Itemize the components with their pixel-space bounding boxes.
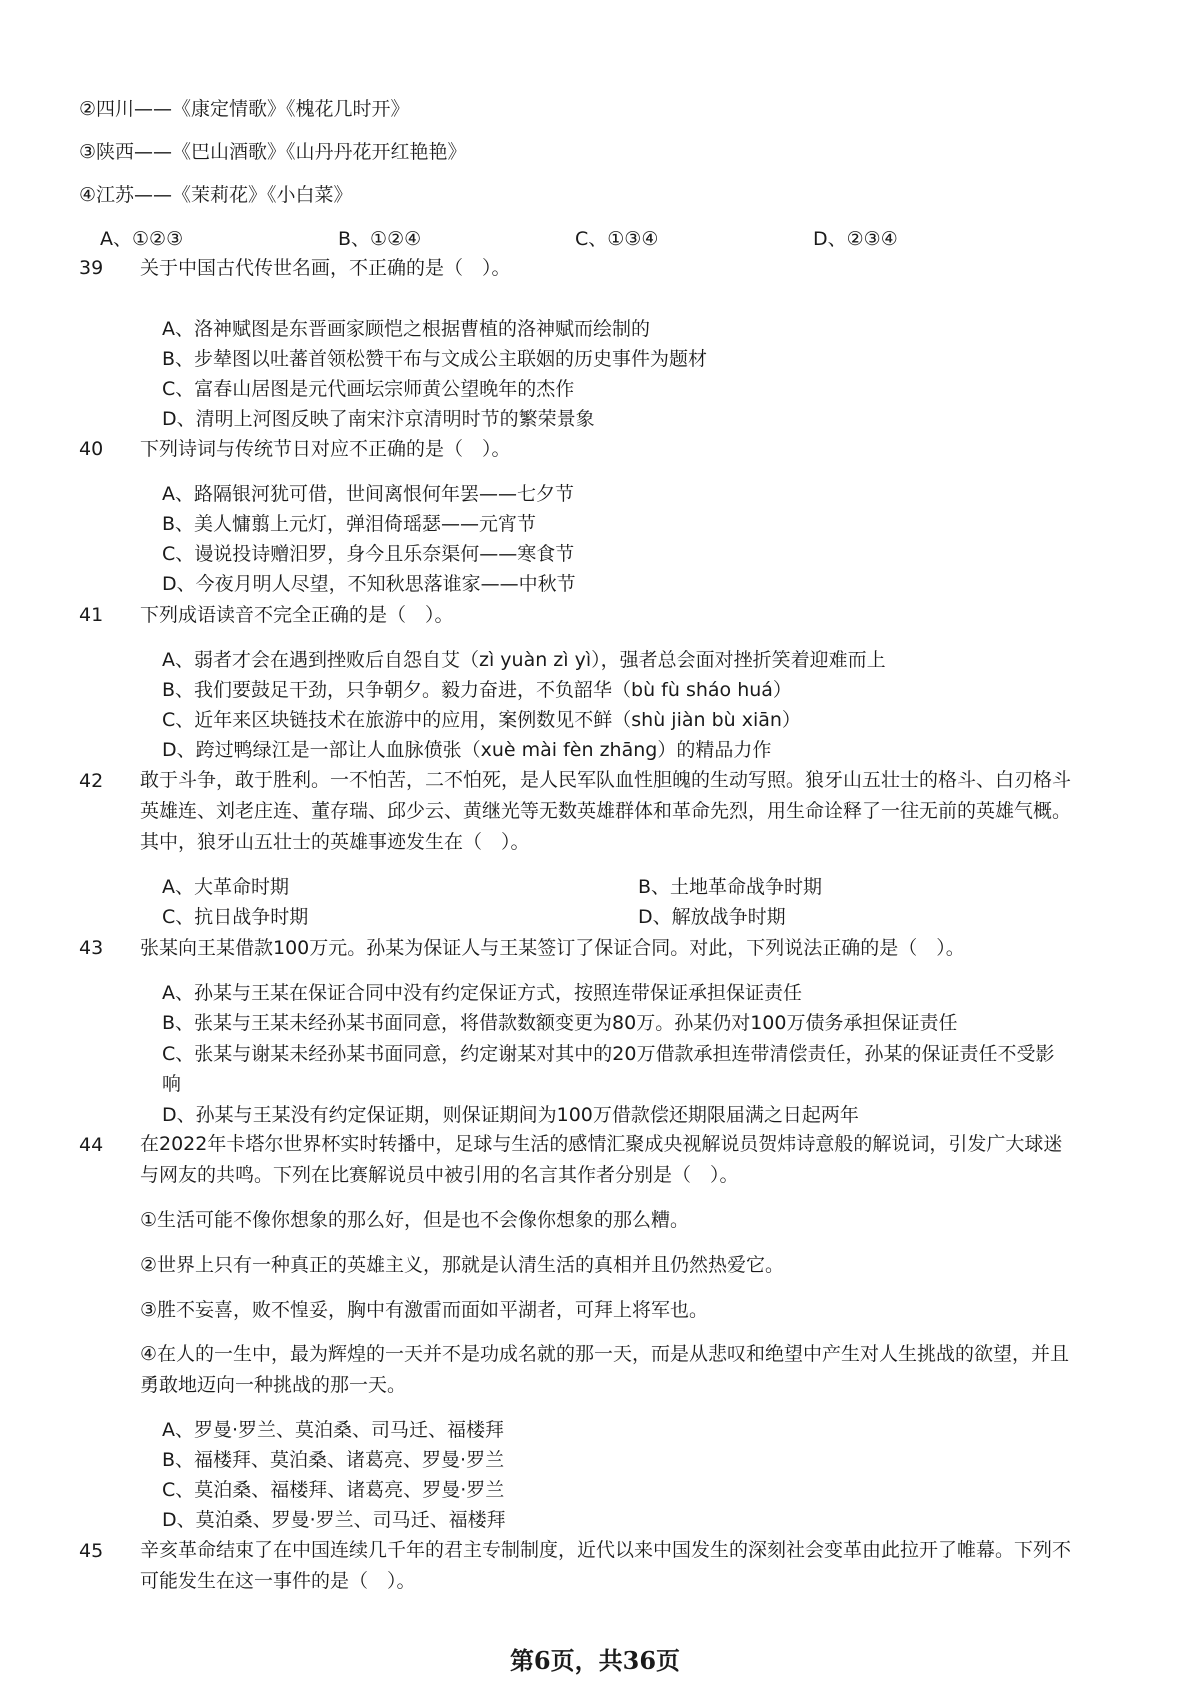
q42-option-b: B、土地革命战争时期 (638, 876, 823, 898)
question-number-41: 41 (79, 604, 104, 626)
question-stem-39: 关于中国古代传世名画，不正确的是（ ）。 (140, 257, 511, 279)
q41-option-a: A、弱者才会在遇到挫败后自怨自艾（zì yuàn zì yì），强者总会面对挫折笑着迎难而上 (162, 649, 886, 671)
q44-quote-2: ②世界上只有一种真正的英雄主义，那就是认清生活的真相并且仍然热爱它。 (140, 1254, 785, 1276)
question-number-44: 44 (79, 1134, 104, 1156)
question-stem-45: 辛亥革命结束了在中国连续几千年的君主专制制度，近代以来中国发生的深刻社会变革由此拉开了帷幕。下列不可能发生在这一事件的是（ ）。 (140, 1539, 1072, 1592)
q39-option-d: D、清明上河图反映了南宋汴京清明时节的繁荣景象 (162, 408, 595, 430)
question-stem-44: 在2022年卡塔尔世界杯实时转播中，足球与生活的感情汇聚成央视解说员贺炜诗意般的解说词，引发广大球迷与网友的共鸣。下列在比赛解说员中被引用的名言其作者分别是（ ）。 (140, 1133, 1063, 1186)
q43-option-d: D、孙某与王某没有约定保证期，则保证期间为100万借款偿还期限届满之日起两年 (162, 1104, 859, 1126)
q42-option-a: A、大革命时期 (162, 876, 289, 898)
q41-option-c: C、近年来区块链技术在旅游中的应用，案例数见不鲜（shù jiàn bù xiān） (162, 709, 801, 731)
q39-option-a: A、洛神赋图是东晋画家顾恺之根据曹植的洛神赋而绘制的 (162, 318, 650, 340)
q44-quote-3: ③胜不妄喜，败不惶妥，胸中有激雷而面如平湖者，可拜上将军也。 (140, 1299, 709, 1321)
q44-option-d: D、莫泊桑、罗曼·罗兰、司马迁、福楼拜 (162, 1509, 506, 1531)
q40-option-d: D、今夜月明人尽望，不知秋思落谁家——中秋节 (162, 573, 576, 595)
question-stem-43: 张某向王某借款100万元。孙某为保证人与王某签订了保证合同。对此，下列说法正确的是（ ）。 (140, 937, 965, 959)
q41-option-d: D、跨过鸭绿江是一部让人血脉偾张（xuè mài fèn zhāng）的精品力作 (162, 739, 772, 761)
prev-option-a: A、①②③ (100, 228, 184, 250)
q42-option-c: C、抗日战争时期 (162, 906, 309, 928)
q43-option-a: A、孙某与王某在保证合同中没有约定保证方式，按照连带保证承担保证责任 (162, 982, 802, 1004)
q44-quote-1: ①生活可能不像你想象的那么好，但是也不会像你想象的那么糟。 (140, 1209, 690, 1231)
q44-option-a: A、罗曼·罗兰、莫泊桑、司马迁、福楼拜 (162, 1419, 505, 1441)
q42-option-d: D、解放战争时期 (638, 906, 786, 928)
question-stem-42: 敢于斗争，敢于胜利。一不怕苦，二不怕死，是人民军队血性胆魄的生动写照。狼牙山五壮士的格斗、白刃格斗英雄连、刘老庄连、董存瑞、邱少云、黄继光等无数英雄群体和革命先烈，用生命诠释了一往无前的英雄气概。其中，狼牙山五壮士的英雄事迹发生在（ ）。 (140, 769, 1072, 853)
page-footer: 第6页，共36页 (509, 1646, 681, 1675)
prev-item-3: ③陕西——《巴山酒歌》《山丹丹花开红艳艳》 (79, 141, 467, 163)
q40-option-b: B、美人慵翦上元灯，弹泪倚瑶瑟——元宵节 (162, 513, 537, 535)
q39-option-c: C、富春山居图是元代画坛宗师黄公望晚年的杰作 (162, 378, 575, 400)
q44-quote-4: ④在人的一生中，最为辉煌的一天并不是功成名就的那一天，而是从悲叹和绝望中产生对人生挑战的欲望，并且勇敢地迈向一种挑战的那一天。 (140, 1343, 1070, 1396)
q43-option-b: B、张某与王某未经孙某书面同意，将借款数额变更为80万。孙某仍对100万债务承担保证责任 (162, 1012, 958, 1034)
prev-option-b: B、①②④ (338, 228, 422, 250)
prev-item-2: ②四川——《康定情歌》《槐花几时开》 (79, 98, 410, 120)
question-number-42: 42 (79, 770, 104, 792)
question-number-43: 43 (79, 937, 104, 959)
question-number-40: 40 (79, 438, 104, 460)
prev-item-4: ④江苏——《茉莉花》《小白菜》 (79, 184, 353, 206)
prev-option-d: D、②③④ (813, 228, 898, 250)
q43-option-c: C、张某与谢某未经孙某书面同意，约定谢某对其中的20万借款承担连带清偿责任，孙某的保证责任不受影响 (162, 1043, 1055, 1095)
question-stem-41: 下列成语读音不完全正确的是（ ）。 (140, 604, 454, 626)
question-stem-40: 下列诗词与传统节日对应不正确的是（ ）。 (140, 438, 511, 460)
question-number-45: 45 (79, 1540, 104, 1562)
q44-option-b: B、福楼拜、莫泊桑、诸葛亮、罗曼·罗兰 (162, 1449, 505, 1471)
q40-option-c: C、谩说投诗赠汨罗，身今且乐奈渠何——寒食节 (162, 543, 575, 565)
q40-option-a: A、路隔银河犹可借，世间离恨何年罢——七夕节 (162, 483, 574, 505)
q44-option-c: C、莫泊桑、福楼拜、诸葛亮、罗曼·罗兰 (162, 1479, 505, 1501)
q41-option-b: B、我们要鼓足干劲，只争朝夕。毅力奋进，不负韶华（bù fù sháo huá） (162, 679, 792, 701)
q39-option-b: B、步辇图以吐蕃首领松赞干布与文成公主联姻的历史事件为题材 (162, 348, 708, 370)
question-number-39: 39 (79, 257, 104, 279)
prev-option-c: C、①③④ (575, 228, 659, 250)
